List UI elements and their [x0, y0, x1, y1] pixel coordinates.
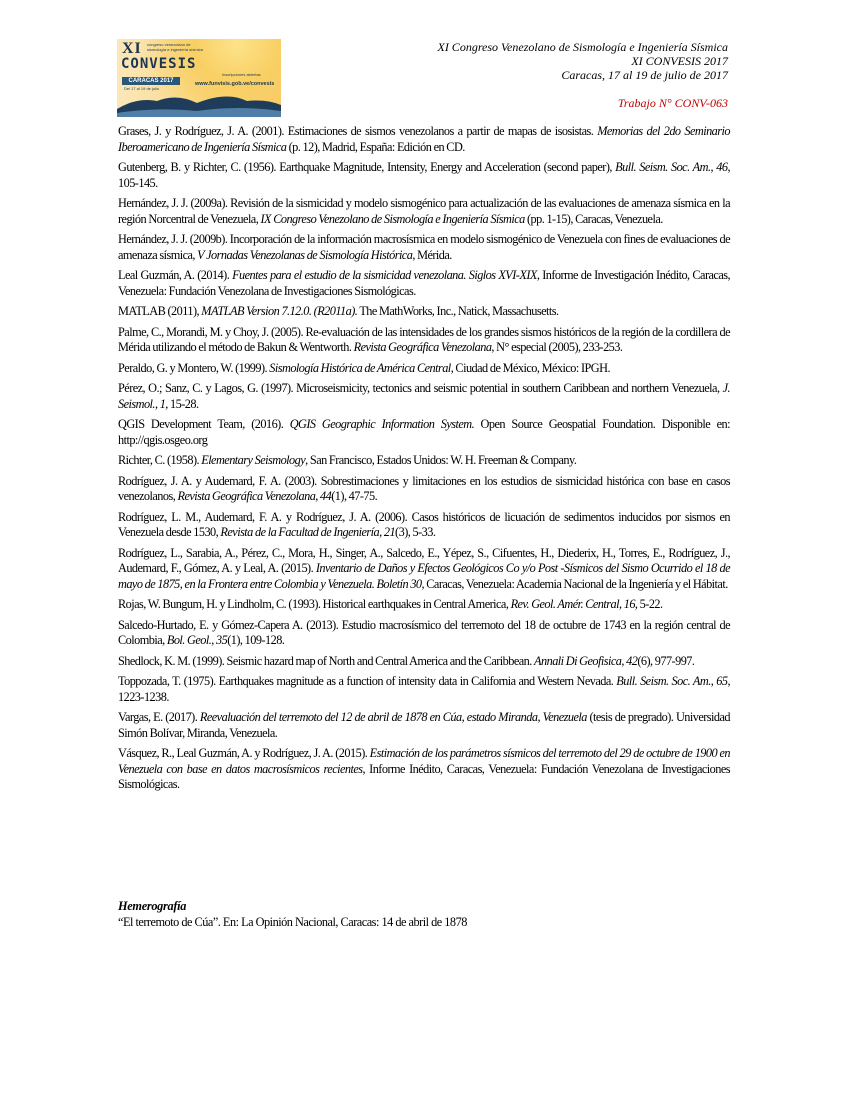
paper-number: Trabajo N° CONV-063	[617, 96, 728, 110]
reference-text: , Ciudad de México, México: IPGH.	[450, 360, 610, 375]
reference-text: Hernández, J. J. (2009a). Revisión de la sismicidad y modelo sismogénico para actualización de las evaluaciones de amenaza sísmica en la región Norcentral de Venezuela,	[118, 196, 730, 226]
reference-text: ,	[621, 653, 627, 668]
reference-italic-text: 44	[320, 489, 332, 503]
reference-entry	[118, 417, 730, 448]
reference-text: ,	[379, 525, 384, 539]
reference-italic-text: Revista de la Facultad de Ingeniería	[220, 525, 380, 539]
reference-entry	[118, 746, 730, 793]
reference-text: The MathWorks, Inc., Natick, Massachusetts.	[357, 304, 559, 318]
reference-italic-text: MATLAB Version 7.12.0. (R2011a).	[201, 304, 358, 318]
reference-text: Shedlock, K. M. (1999). Seismic hazard map of North and Central America and the Caribbean.	[118, 653, 535, 668]
reference-text: Vásquez, R., Leal Guzmán, A. y Rodríguez, J. A. (2015).	[118, 746, 370, 760]
reference-entry	[118, 196, 730, 227]
reference-italic-text: Elementary Seismology	[201, 453, 306, 467]
reference-text: , N° especial (2005), 233-253.	[491, 340, 623, 354]
reference-entry	[118, 232, 730, 263]
reference-italic-text: 42	[626, 653, 638, 668]
reference-text: Pérez, O.; Sanz, C. y Lagos, G. (1997). Microseismicity, tectonics and seismic potential in southern Caribbean and northern Venezuela,	[118, 381, 723, 395]
reference-entry	[118, 710, 730, 741]
reference-text: Rodríguez, J. A. y Audemard, F. A. (2003). Sobrestimaciones y limitaciones en los estudios de sismicidad histórica con base en casos venezolanos,	[118, 473, 730, 503]
reference-text: Leal Guzmán, A. (2014).	[118, 268, 233, 282]
reference-italic-text: 1	[159, 396, 166, 411]
reference-entry	[118, 453, 730, 469]
reference-entry	[118, 510, 730, 541]
reference-italic-text: 65	[716, 674, 728, 688]
reference-text: Gutenberg, B. y Richter, C. (1956). Earthquake Magnitude, Intensity, Energy and Acceleration (second paper),	[118, 160, 616, 174]
section-title: Hemerografía	[118, 899, 187, 913]
reference-entry	[118, 304, 730, 320]
page-header	[437, 40, 728, 82]
reference-text: , Mérida.	[412, 247, 452, 262]
reference-entry	[118, 474, 730, 505]
reference-text: Salcedo-Hurtado, E. y Gómez-Capera A. (2013). Estudio macrosísmico del terremoto del 18 de octubre de 1743 en la región central de Colombia,	[118, 617, 730, 647]
reference-italic-text: Bull. Seism. Soc. Am., 46	[615, 160, 728, 174]
header-congress: XI Congreso Venezolano de Sismología e Ingeniería Sísmica	[437, 40, 728, 54]
reference-text: Hernández, J. J. (2009b). Incorporación de la información macrosísmica en modelo sismogénico de Venezuela con fines de evaluaciones de amenaza sísmica,	[118, 232, 730, 262]
logo-dates: Del 17 al 19 de julio	[124, 86, 160, 91]
reference-entry	[118, 654, 730, 670]
logo-note: Inscripciones abiertas	[222, 72, 261, 77]
reference-list	[118, 124, 730, 798]
reference-text: , San Francisco, Estados Unidos: W. H. Freeman & Company.	[305, 453, 577, 467]
reference-text: ,	[618, 597, 624, 611]
reference-text: , 5-22.	[634, 597, 663, 611]
reference-italic-text: Bull. Seism. Soc. Am.	[616, 674, 711, 688]
reference-text: , Informe de Investigación Inédito, Caracas, Venezuela: Fundación Venezolana de Investigaciones Sismológicas.	[118, 268, 730, 298]
reference-text: Rodríguez, L., Sarabia, A., Pérez, C., Mora, H., Singer, A., Salcedo, E., Yépez, S., Cifuentes, H., Diederix, H., Torres, E., Rodríguez, J., Audemard, F., Gómez, A. y Leal, A. (2015).	[118, 545, 730, 575]
reference-italic-text: IX Congreso Venezolano de Sismología e Ingeniería Sísmica	[260, 211, 525, 226]
reference-italic-text: J. Seismol.	[118, 381, 730, 411]
reference-text: ,	[211, 633, 217, 647]
reference-text: ,	[154, 396, 160, 411]
logo-badge: CARACAS 2017	[122, 77, 180, 85]
hemerografia-section	[118, 899, 730, 930]
reference-italic-text: Reevaluación del terremoto del 12 de abril de 1878 en Cúa, estado Miranda, Venezuela	[199, 710, 587, 724]
header-location-date: Caracas, 17 al 19 de julio de 2017	[561, 68, 728, 82]
reference-entry	[118, 597, 730, 613]
reference-italic-text: Fuentes para el estudio de la sismicidad venezolana. Siglos XVI-XIX	[232, 268, 537, 282]
reference-text: Palme, C., Morandi, M. y Choy, J. (2005). Re-evaluación de las intensidades de los grandes sismos históricos de la región de la cordillera de Mérida utilizando el método de Bakun & Wentworth.	[118, 324, 730, 354]
reference-text: Grases, J. y Rodríguez, J. A. (2001). Estimaciones de sismos venezolanos a partir de mapas de isosistas.	[118, 124, 598, 138]
reference-text: ,	[315, 489, 321, 503]
reference-text: Rojas, W. Bungum, H. y Lindholm, C. (1993). Historical earthquakes in Central America,	[118, 597, 511, 611]
reference-italic-text: Sismología Histórica de América Central	[269, 360, 451, 375]
reference-text: Open Source Geospatial Foundation. Disponible en: http://qgis.osgeo.org	[118, 417, 730, 447]
reference-entry	[118, 325, 730, 356]
reference-text: Richter, C. (1958).	[118, 453, 202, 467]
reference-entry	[118, 160, 730, 191]
reference-text: (6), 977-997.	[637, 653, 695, 668]
reference-entry	[118, 124, 730, 155]
logo-subtitle: congreso venezolano de sismología e ingeniería sísmica	[147, 42, 203, 52]
reference-italic-text: Rev. Geol. Amér. Central	[510, 597, 619, 611]
reference-text: (1), 47-75.	[331, 489, 378, 503]
logo-brand: CONVESIS	[121, 56, 197, 72]
reference-entry	[118, 361, 730, 377]
reference-text: (p. 12), Madrid, España: Edición en CD.	[286, 139, 465, 154]
reference-entry	[118, 674, 730, 705]
reference-italic-text: Estimación de los parámetros sísmicos del terremoto del 29 de octubre de 1900 en Venezuela con base en datos macrosísmicos recientes	[118, 746, 730, 776]
reference-text: Toppozada, T. (1975). Earthquakes magnitude as a function of intensity data in California and Western Nevada.	[118, 674, 617, 688]
reference-text: , 15-28.	[165, 396, 199, 411]
reference-entry	[118, 546, 730, 593]
reference-text: (pp. 1-15), Caracas, Venezuela.	[524, 211, 663, 226]
reference-text: , 105-145.	[118, 160, 730, 190]
reference-text: MATLAB (2011),	[118, 304, 202, 318]
logo-xi-text: XI	[122, 40, 142, 57]
reference-italic-text: V Jornadas Venezolanas de Sismología Histórica	[197, 247, 413, 262]
reference-text: (3), 5-33.	[395, 525, 436, 539]
reference-text: Peraldo, G. y Montero, W. (1999).	[118, 360, 270, 375]
reference-italic-text: Inventario de Daños y Efectos Geológicos Co y/o Post -Sísmicos del Sismo Ocurrido el 18 de mayo de 1875, en la Frontera entre Colombia y Venezuela. Boletín 30	[118, 561, 730, 591]
reference-text: QGIS Development Team, (2016).	[118, 417, 290, 431]
reference-text: Vargas, E. (2017).	[118, 710, 200, 724]
reference-entry	[118, 618, 730, 649]
hemerografia-item: “El terremoto de Cúa”. En: La Opinión Nacional, Caracas: 14 de abril de 1878	[118, 914, 467, 929]
reference-italic-text: 21	[383, 525, 396, 539]
reference-text: , 1223-1238.	[118, 674, 730, 704]
reference-italic-text: QGIS Geographic Information System.	[289, 417, 475, 431]
convesis-logo	[117, 39, 281, 117]
reference-italic-text: Revista Geográfica Venezolana	[353, 340, 492, 354]
reference-text: (tesis de pregrado). Universidad Simón Bolívar, Miranda, Venezuela.	[118, 710, 730, 740]
reference-italic-text: 35	[216, 633, 228, 647]
reference-italic-text: Memorias del 2do Seminario Iberoamericano de Ingeniería Sísmica	[118, 124, 730, 154]
reference-italic-text: Annali Di Geofisica	[534, 653, 622, 668]
reference-italic-text: 16	[623, 597, 635, 611]
reference-text: , Caracas, Venezuela: Academia Nacional de la Ingeniería y el Hábitat.	[421, 576, 728, 591]
logo-url: www.funvisis.gob.ve/convesis	[195, 81, 275, 87]
reference-italic-text: Revista Geográfica Venezolana	[177, 489, 316, 503]
reference-text: , Informe Inédito, Caracas, Venezuela: Fundación Venezolana de Investigaciones Sismológicas.	[118, 761, 730, 791]
header-edition: XI CONVESIS 2017	[631, 54, 728, 68]
reference-entry	[118, 268, 730, 299]
reference-text: Rodríguez, L. M., Audemard, F. A. y Rodríguez, J. A. (2006). Casos históricos de licuación de sedimentos inducidos por sismos en Venezuela desde 1530,	[118, 509, 730, 539]
reference-text: ,	[710, 674, 717, 688]
reference-italic-text: Bol. Geol.	[166, 633, 212, 647]
reference-entry	[118, 381, 730, 412]
mountain-silhouette-icon	[117, 87, 281, 117]
reference-text: (1), 109-128.	[227, 633, 285, 647]
